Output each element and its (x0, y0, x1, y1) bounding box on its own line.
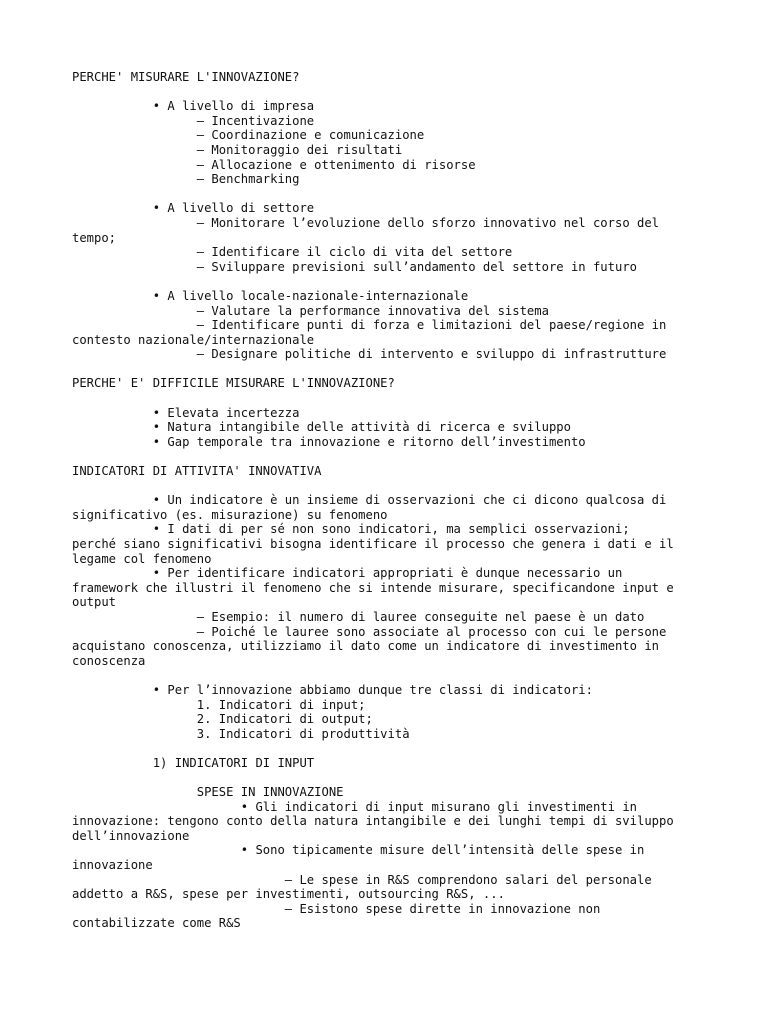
text-line (72, 595, 768, 610)
line-indent (72, 318, 197, 332)
blank-line (72, 771, 768, 786)
line-text: contesto nazionale/internazionale (72, 332, 315, 347)
line-indent (72, 625, 197, 639)
line-text: conoscenza (72, 653, 146, 668)
line-indent (72, 683, 153, 697)
line-text: – Valutare la performance innovativa del sistema (196, 303, 549, 318)
line-indent (72, 800, 241, 814)
text-line (72, 537, 768, 552)
line-text: – Coordinazione e comunicazione (196, 128, 425, 143)
text-line (72, 158, 768, 173)
line-text: – Monitorare l’evoluzione dello sforzo innovativo nel corso del (196, 215, 660, 230)
line-indent (72, 522, 153, 536)
text-line (72, 712, 768, 727)
text-line (72, 522, 768, 537)
text-line (72, 625, 768, 640)
text-line (72, 873, 768, 888)
line-text: framework che illustri il fenomeno che si intende misurare, specificandone input e (72, 580, 674, 595)
line-indent (72, 216, 197, 230)
line-indent (72, 201, 153, 215)
blank-line (72, 479, 768, 494)
line-text: SPESE IN INNOVAZIONE (196, 785, 344, 800)
line-text: innovazione: tengono conto della natura intangibile e dei lunghi tempi di sviluppo (72, 814, 674, 829)
text-line (72, 420, 768, 435)
section-heading: PERCHE' MISURARE L'INNOVAZIONE? (72, 70, 300, 84)
line-indent (72, 420, 153, 434)
line-text: addetto a R&S, spese per investimenti, outsourcing R&S, ... (72, 887, 505, 902)
line-indent (72, 260, 197, 274)
line-indent (72, 698, 197, 712)
line-text: 2. Indicatori di output; (196, 712, 373, 727)
line-text: – Poiché le lauree sono associate al processo con cui le persone (196, 624, 667, 639)
section-heading: INDICATORI DI ATTIVITA' INNOVATIVA (72, 464, 322, 479)
line-indent (72, 610, 197, 624)
text-line (72, 610, 768, 625)
line-text: • I dati di per sé non sono indicatori, ma semplici osservazioni; (152, 522, 630, 537)
blank-line (72, 85, 768, 100)
text-line (72, 654, 768, 669)
line-text: – Monitoraggio dei risultati (196, 142, 403, 157)
line-indent (72, 843, 241, 857)
text-line (72, 698, 768, 713)
line-indent (72, 435, 153, 449)
text-line (72, 333, 768, 348)
line-indent (72, 245, 197, 259)
text-line (72, 814, 768, 829)
line-indent (72, 158, 197, 172)
line-text: • Sono tipicamente misure dell’intensità delle spese in (240, 843, 645, 858)
text-line (72, 231, 768, 246)
line-text: – Benchmarking (196, 172, 300, 187)
text-line (72, 916, 768, 931)
text-line (72, 201, 768, 216)
line-indent (72, 493, 153, 507)
line-indent (72, 172, 197, 186)
line-text: • A livello locale-nazionale-internazionale (152, 288, 469, 303)
text-line (72, 683, 768, 698)
text-line (72, 128, 768, 143)
line-indent (72, 304, 197, 318)
line-text: 1. Indicatori di input; (196, 697, 366, 712)
line-indent (72, 873, 285, 887)
line-text: significativo (es. misurazione) su fenomeno (72, 507, 388, 522)
text-line (72, 508, 768, 523)
line-text: – Identificare punti di forza e limitazioni del paese/regione in (196, 318, 667, 333)
line-text: 3. Indicatori di produttività (196, 726, 410, 741)
section-heading: PERCHE' E' DIFFICILE MISURARE L'INNOVAZIONE? (72, 376, 395, 391)
line-text: – Incentivazione (196, 113, 315, 128)
text-line (72, 566, 768, 581)
line-text: • Per identificare indicatori appropriati è dunque necessario un (152, 566, 623, 581)
line-text: output (72, 595, 117, 610)
line-indent (72, 712, 197, 726)
text-line (72, 216, 768, 231)
blank-line (72, 449, 768, 464)
text-line (72, 858, 768, 873)
line-text: • A livello di settore (152, 201, 315, 216)
text-line (72, 143, 768, 158)
text-line (72, 756, 768, 771)
line-indent (72, 289, 153, 303)
line-text: • Natura intangibile delle attività di ricerca e sviluppo (152, 420, 571, 435)
blank-line (72, 274, 768, 289)
line-text: – Identificare il ciclo di vita del settore (196, 245, 513, 260)
line-text: • A livello di impresa (152, 99, 315, 114)
blank-line (72, 187, 768, 202)
line-text: – Sviluppare previsioni sull’andamento del settore in futuro (196, 259, 637, 274)
line-text: • Gap temporale tra innovazione e ritorno dell’investimento (152, 434, 586, 449)
line-indent (72, 756, 153, 770)
line-text: legame col fenomeno (72, 551, 212, 566)
line-text: – Esempio: il numero di lauree conseguite nel paese è un dato (196, 609, 645, 624)
line-text: – Designare politiche di intervento e sviluppo di infrastrutture (196, 347, 667, 362)
text-line (72, 245, 768, 260)
text-line (72, 318, 768, 333)
text-line (72, 493, 768, 508)
line-text: • Elevata incertezza (152, 405, 300, 420)
line-text: 1) INDICATORI DI INPUT (152, 755, 315, 770)
blank-line (72, 668, 768, 683)
text-line (72, 347, 768, 362)
line-text: • Un indicatore è un insieme di osservazioni che ci dicono qualcosa di (152, 493, 667, 508)
line-indent (72, 114, 197, 128)
blank-line (72, 741, 768, 756)
line-indent (72, 347, 197, 361)
line-text: acquistano conoscenza, utilizziamo il dato come un indicatore di investimento in (72, 639, 659, 654)
line-indent (72, 785, 197, 799)
text-line (72, 800, 768, 815)
text-line (72, 727, 768, 742)
text-line (72, 406, 768, 421)
text-line (72, 581, 768, 596)
line-indent (72, 727, 197, 741)
line-indent (72, 99, 153, 113)
text-line (72, 785, 768, 800)
line-text: – Allocazione e ottenimento di risorse (196, 157, 476, 172)
blank-line (72, 362, 768, 377)
line-text: tempo; (72, 230, 117, 245)
line-indent (72, 143, 197, 157)
line-text: • Per l’innovazione abbiamo dunque tre classi di indicatori: (152, 682, 593, 697)
line-text: perché siano significativi bisogna identificare il processo che genera i dati e il (72, 537, 674, 551)
text-line (72, 114, 768, 129)
text-line (72, 902, 768, 917)
text-line (72, 435, 768, 450)
text-line (72, 843, 768, 858)
line-text: dell’innovazione (72, 828, 190, 843)
blank-line (72, 391, 768, 406)
line-text: • Gli indicatori di input misurano gli investimenti in (240, 799, 637, 814)
text-line (72, 289, 768, 304)
line-text: innovazione (72, 858, 153, 873)
text-line (72, 552, 768, 567)
line-indent (72, 566, 153, 580)
text-line (72, 829, 768, 844)
text-line (72, 304, 768, 319)
text-line (72, 887, 768, 902)
line-text: – Esistono spese dirette in innovazione non (284, 901, 601, 916)
text-line (72, 172, 768, 187)
text-line (72, 639, 768, 654)
line-text: contabilizzate come R&S (72, 916, 241, 931)
line-indent (72, 902, 285, 916)
line-indent (72, 128, 197, 142)
text-line (72, 99, 768, 114)
line-text: – Le spese in R&S comprendono salari del personale (284, 872, 652, 887)
text-line (72, 260, 768, 275)
line-indent (72, 406, 153, 420)
